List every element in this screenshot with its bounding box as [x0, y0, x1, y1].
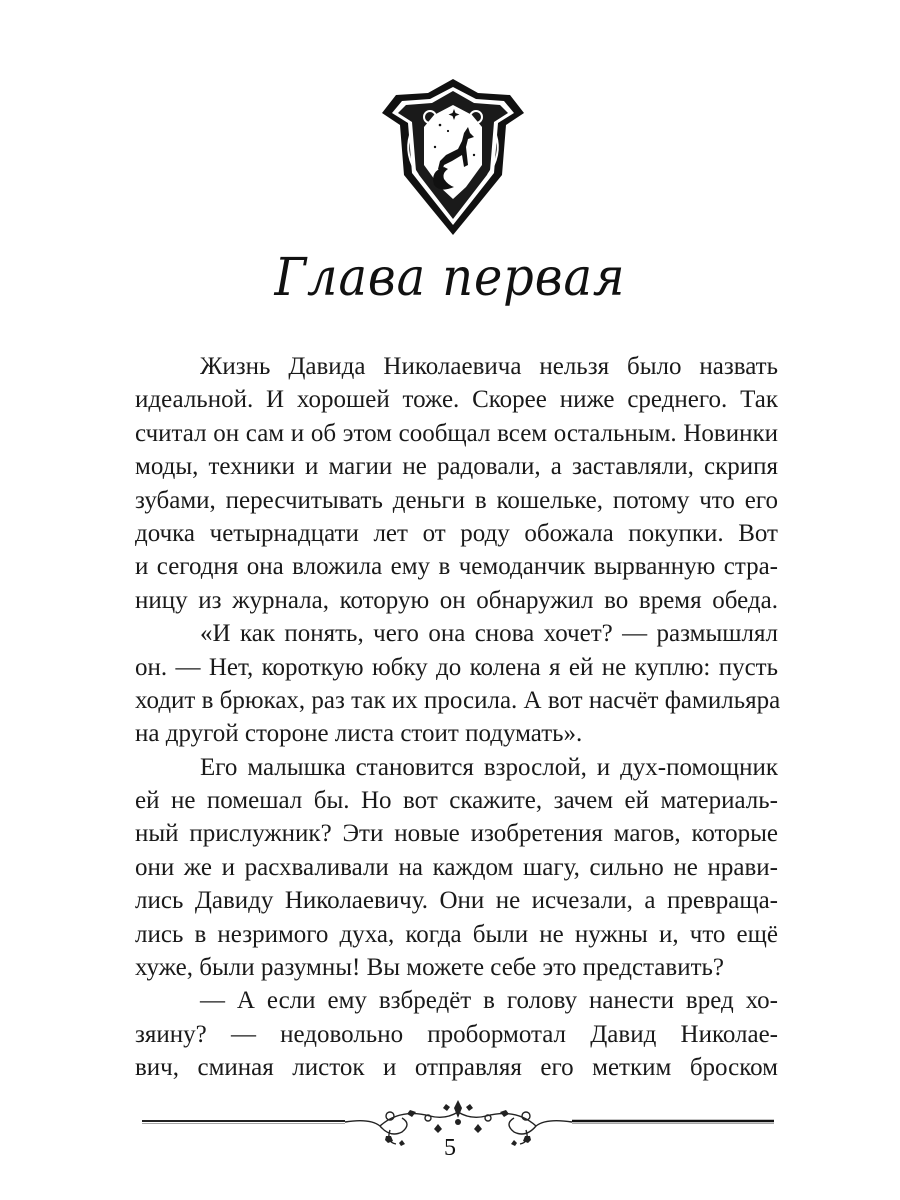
chapter-title: Глава первая: [274, 248, 626, 308]
text-line: он. — Нет, короткую юбку до колена я ей не куплю: пусть: [135, 653, 778, 681]
text-line: идеальной. И хорошей тоже. Скорее ниже среднего. Так: [135, 386, 778, 414]
text-line: «И как понять, чего она снова хочет? — размышлял: [200, 620, 778, 648]
text-line: — А если ему взбредёт в голову нанести вред хо-: [200, 987, 778, 1015]
shield-crest-fox-icon: [378, 75, 528, 237]
text-line: лись Давиду Николаевичу. Они не исчезали, а превраща-: [135, 887, 778, 915]
text-line: Его малышка становится взрослой, и дух-помощник: [200, 753, 778, 781]
text-line: ницу из журнала, которую он обнаружил во время обеда.: [135, 586, 778, 614]
text-line: моды, техники и магии не радовали, а заставляли, скрипя: [135, 453, 778, 481]
text-line: они же и расхваливали на каждом шагу, сильно не нрави-: [135, 853, 778, 881]
text-line: ей не помешал бы. Но вот скажите, зачем ей материаль-: [135, 787, 778, 815]
text-line: хуже, были разумны! Вы можете себе это представить?: [135, 954, 725, 982]
text-line: и сегодня она вложила ему в чемоданчик вырванную стра-: [135, 553, 778, 581]
text-line: Жизнь Давида Николаевича нельзя было назвать: [200, 353, 778, 380]
chapter-body-text: [135, 350, 781, 1085]
text-line: вич, сминая листок и отправляя его метким броском: [135, 1054, 778, 1082]
page-number: 5: [444, 1135, 456, 1161]
text-line: ходит в брюках, раз так их просила. А вот насчёт фамильяра: [135, 686, 781, 714]
text-line: считал он сам и об этом сообщал всем остальным. Новинки: [135, 419, 778, 447]
text-line: лись в незримого духа, когда были не нужны и, что ещё: [135, 920, 778, 948]
text-line: ный прислужник? Эти новые изобретения магов, которые: [135, 820, 778, 848]
text-line: дочка четырнадцати лет от роду обожала покупки. Вот: [135, 519, 778, 547]
text-line: зубами, пересчитывать деньги в кошельке, потому что его: [135, 486, 778, 514]
text-line: на другой стороне листа стоит подумать».: [135, 720, 583, 748]
text-line: зяину? — недовольно пробормотал Давид Николае-: [135, 1020, 778, 1048]
